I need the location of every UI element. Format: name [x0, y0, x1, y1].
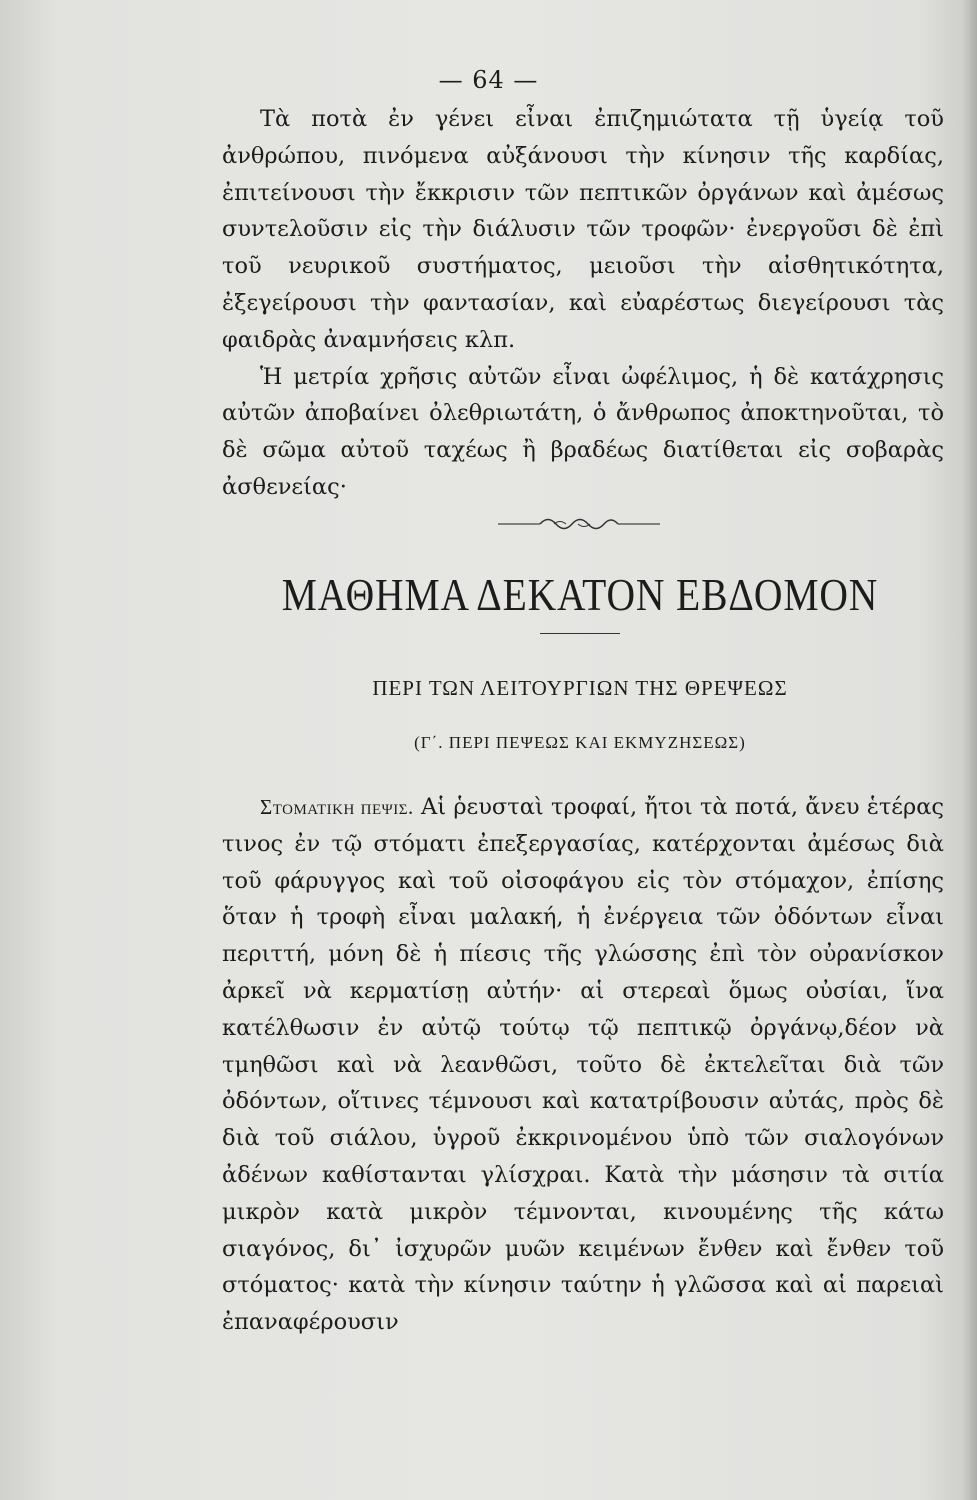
section-title: ΠΕΡΙ ΤΩΝ ΛΕΙΤΟΥΡΓΙΩΝ ΤΗΣ ΘΡΕΨΕΩΣ — [372, 676, 788, 700]
paragraph-3-text: Αἱ ῥευσταὶ τροφαί, ἤτοι τὰ ποτά, ἄνευ ἑτέρας τινος ἐν τῷ στόματι ἐπεξεργασίας, κατέρχονται ἀμέσως διὰ τοῦ φάρυγγος καὶ τοῦ οἰσοφάγου εἰς τὸν στόμαχον, ἐπίσης ὅταν ἡ τροφὴ εἶναι μαλακή, ἡ ἐνέργεια τῶν ὀδόντων εἶναι περιττή, μόνη δὲ ἡ πίεσις τῆς γλώσσης ἐπὶ τὸν οὐρανίσκον ἀρκεῖ νὰ κερματίσῃ αὐτήν· αἱ στερεαὶ ὅμως οὐσίαι, ἵνα κατέλθωσιν ἐν αὐτῷ τούτῳ τῷ πεπτικῷ ὀργάνῳ,δέον νὰ τμηθῶσι καὶ νὰ λεανθῶσι, τοῦτο δὲ ἐκτελεῖται διὰ τῶν ὀδόντων, οἵτινες τέμνουσι καὶ κατατρίβουσιν αὐτάς, πρὸς δὲ διὰ τοῦ σιάλου, ὑγροῦ ἐκκρινομένου ὑπὸ τῶν σιαλογόνων ἀδένων καθίστανται γλίσχραι. Κατὰ τὴν μάσησιν τὰ σιτία μικρὸν κατὰ μικρὸν τέμνονται, κινουμένης τῆς κάτω σιαγόνος, δι᾽ ἰσχυρῶν μυῶν κειμένων ἔνθεν καὶ ἔνθεν τοῦ στόματος· κατὰ τὴν κίνησιν ταύτην ἡ γλῶσσα καὶ αἱ παρειαὶ ἐπαναφέρουσιν — [222, 794, 944, 1336]
paragraph-1: Τὰ ποτὰ ἐν γένει εἶναι ἐπιζημιώτατα τῇ ὑγείᾳ τοῦ ἀνθρώπου, πινόμενα αὐξάνουσι τὴν κίνησιν τῆς καρδίας, ἐπιτείνουσι τὴν ἔκκρισιν τῶν πεπτικῶν ὀργάνων καὶ ἀμέσως συντελοῦσιν εἰς τὴν διάλυσιν τῶν τροφῶν· ἐνεργοῦσι δὲ ἐπὶ τοῦ νευρικοῦ συστήματος, μειοῦσι τὴν αἰσθητικότητα, ἐξεγείρουσι τὴν φαντασίαν, καὶ εὐαρέστως διεγείρουσι τὰς φαιδρὰς ἀναμνήσεις κλπ. — [222, 106, 944, 353]
page-number: — 64 — — [438, 66, 539, 94]
title-rule — [540, 633, 620, 634]
paragraph-2: Ἡ μετρία χρῆσις αὐτῶν εἶναι ὠφέλιμος, ἡ δὲ κατάχρησις αὐτῶν ἀποβαίνει ὀλεθριωτάτη, ὁ ἄνθρωπος ἀποκτηνοῦται, τὸ δὲ σῶμα αὐτοῦ ταχέως ἢ βραδέως διατίθεται εἰς σοβαρὰς ἀσθενείας· — [222, 363, 944, 500]
subsection-title: (Γ΄. ΠΕΡΙ ΠΕΨΕΩΣ ΚΑΙ ΕΚΜΥΖΗΣΕΩΣ) — [414, 733, 746, 752]
top-text-block — [222, 101, 944, 506]
body-text-block — [222, 789, 944, 1341]
paragraph-lead: Στοματικη πεψις. — [260, 795, 414, 819]
chapter-title: ΜΑΘΗΜΑ ΔΕΚΑΤΟΝ ΕΒΔΟΜΟΝ — [281, 569, 879, 620]
ornament-divider — [494, 512, 664, 536]
paragraph-3 — [222, 789, 944, 1341]
